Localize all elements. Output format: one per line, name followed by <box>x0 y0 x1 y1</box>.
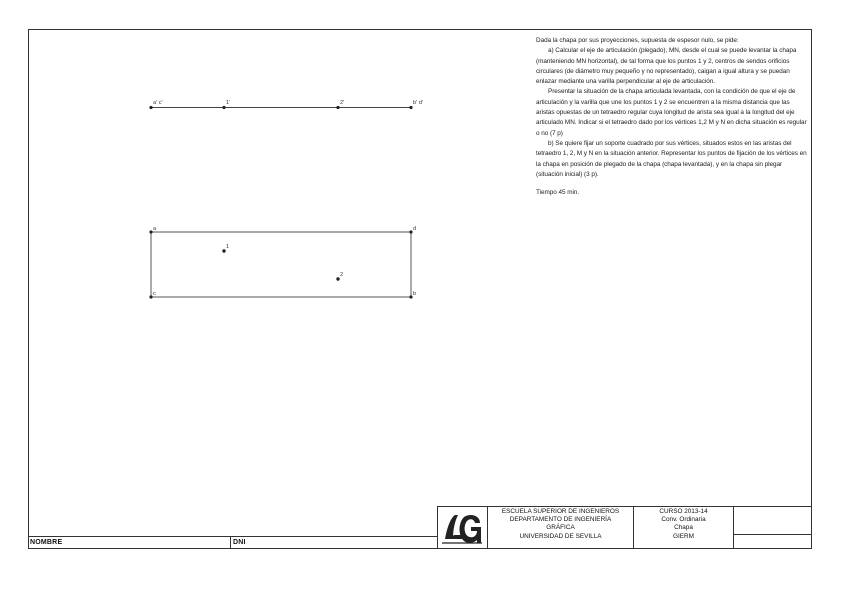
school-line-1: ESCUELA SUPERIOR DE INGENIEROS <box>501 508 620 515</box>
corner-cell-line <box>733 534 812 535</box>
department-logo <box>440 509 484 547</box>
problem-statement <box>536 36 808 198</box>
course-cell-right-line <box>733 506 734 549</box>
logo-cell-left-line <box>437 506 438 549</box>
label-c: c <box>153 291 156 297</box>
label-point-2: 2 <box>340 272 344 278</box>
label-d: d <box>413 226 417 232</box>
label-2-prime: 2' <box>340 100 345 106</box>
name-row-top-line <box>28 536 437 537</box>
name-dni-divider <box>230 536 231 549</box>
title-block-top-line <box>437 506 812 507</box>
school-line-4: UNIVERSIDAD DE SEVILLA <box>519 532 602 540</box>
course-line-4: GIERM <box>673 532 694 540</box>
label-1-prime: 1' <box>226 100 231 106</box>
course-line-3: Chapa <box>674 524 693 532</box>
school-info <box>488 508 633 541</box>
exam-time: Tiempo 45 min. <box>536 189 580 197</box>
point-2-prime <box>336 106 339 109</box>
problem-part-a-continued: Presentar la situación de la chapa articulada levantada, con la condición de que el eje de articulación y la varilla que une los puntos 1 y 2 se encuentren a la misma distancia que las aristas opuestas de un tetraedro regular cuya longitud de arista sea igual a la longitud del eje articulado MN. Indicar si el tetraedro dado por los vértices 1,2 M y N en dicha situación es regular o no (7 p) <box>536 88 807 137</box>
problem-intro: Dada la chapa por sus proyecciones, supuesta de espesor nulo, se pide: <box>536 37 739 44</box>
school-line-2: DEPARTAMENTO DE INGENIERÍA <box>509 516 612 524</box>
label-a: a <box>153 226 157 232</box>
course-line-2: Conv. Ordinaria <box>661 516 706 524</box>
point-1-prime <box>222 106 225 109</box>
problem-part-a: a) Calcular el eje de articulación (plegado), MN, desde el cual se puede levantar la chapa (manteniendo MN horizontal), de tal forma que los puntos 1 y 2, centros de sendos orificios circulares (de diámetro muy pequeño y no representado), caigan a igual altura y se puedan enlazar mediante una varilla perpendicular al eje de articulación. <box>536 47 797 86</box>
course-info <box>634 508 733 541</box>
label-b: b <box>413 291 417 297</box>
label-point-1: 1 <box>226 244 230 250</box>
point-ac-prime <box>149 106 152 109</box>
plate-plan-rectangle <box>151 232 411 297</box>
course-line-1: CURSO 2013-14 <box>659 508 708 515</box>
label-bd-prime: b' d' <box>413 100 423 106</box>
label-ac-prime: a' c' <box>153 100 163 106</box>
nombre-label: NOMBRE <box>30 539 63 546</box>
point-bd-prime <box>409 106 412 109</box>
school-line-3: GRÁFICA <box>546 524 575 532</box>
dni-label: DNI <box>233 539 246 546</box>
problem-part-b: b) Se quiere fijar un soporte cuadrado por sus vértices, situados estos en las aristas del tetraedro 1, 2, M y N en la situación anterior. Representar los puntos de fijación de los vértices en la chapa en posición de plegado de la chapa (chapa levantada), y en la chapa sin plegar (situación inicial) (3 p). <box>536 139 807 178</box>
